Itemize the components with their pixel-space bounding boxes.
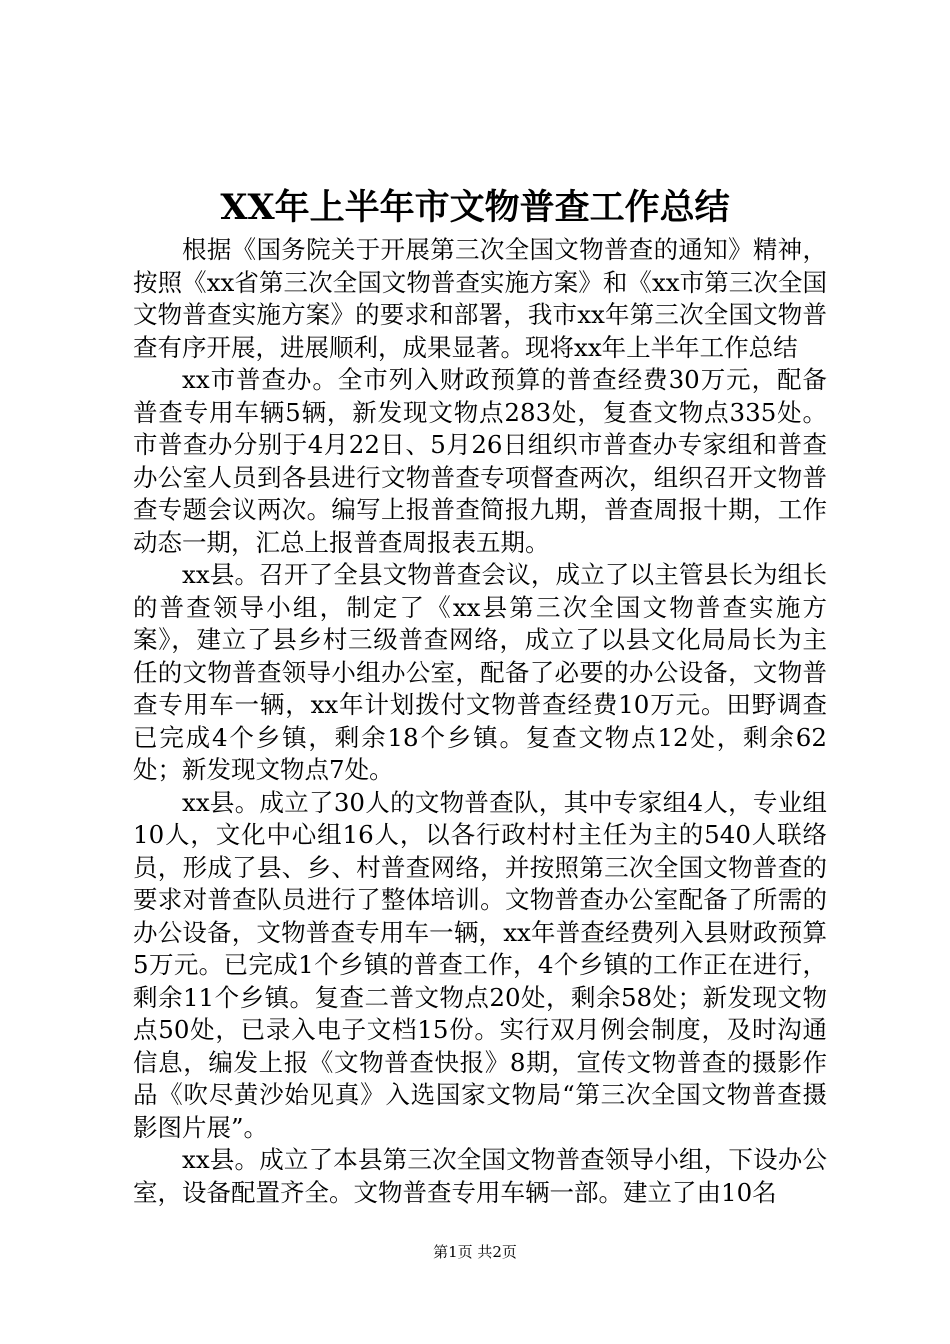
- document-title: XX年上半年市文物普查工作总结: [220, 187, 730, 228]
- page-number-footer: 第1页 共2页: [433, 1243, 517, 1261]
- paragraph-county-1: xx县。召开了全县文物普查会议，成立了以主管县长为组长的普查领导小组，制定了《xx县第三次全国文物普查实施方案》，建立了县乡村三级普查网络，成立了以县文化局局长为主任的文物普查领导小组办公室，配备了必要的办公设备，文物普查专用车一辆，xx年计划拨付文物普查经费10万元。田野调查已完成4个乡镇，剩余18个乡镇。复查文物点12处，剩余62处；新发现文物点7处。: [133, 560, 827, 784]
- document-body: [133, 234, 827, 1209]
- paragraph-county-2: xx县。成立了30人的文物普查队，其中专家组4人，专业组10人，文化中心组16人，以各行政村村主任为主的540人联络员，形成了县、乡、村普查网络，并按照第三次全国文物普查的要求对普查队员进行了整体培训。文物普查办公室配备了所需的办公设备，文物普查专用车一辆，xx年普查经费列入县财政预算5万元。已完成1个乡镇的普查工作，4个乡镇的工作正在进行，剩余11个乡镇。复查二普文物点20处，剩余58处；新发现文物点50处，已录入电子文档15份。实行双月例会制度，及时沟通信息，编发上报《文物普查快报》8期，宣传文物普查的摄影作品《吹尽黄沙始见真》入选国家文物局“第三次全国文物普查摄影图片展”。: [133, 787, 827, 1142]
- paragraph-county-3: xx县。成立了本县第三次全国文物普查领导小组，下设办公室，设备配置齐全。文物普查专用车辆一部。建立了由10名: [133, 1145, 827, 1207]
- paragraph-intro: 根据《国务院关于开展第三次全国文物普查的通知》精神，按照《xx省第三次全国文物普查实施方案》和《xx市第三次全国文物普查实施方案》的要求和部署，我市xx年第三次全国文物普查有序开展，进展顺利，成果显著。现将xx年上半年工作总结: [133, 235, 827, 362]
- paragraph-city-office: xx市普查办。全市列入财政预算的普查经费30万元，配备普查专用车辆5辆，新发现文物点283处，复查文物点335处。市普查办分别于4月22日、5月26日组织市普查办专家组和普查办公室人员到各县进行文物普查专项督查两次，组织召开文物普查专题会议两次。编写上报普查简报九期，普查周报十期，工作动态一期，汇总上报普查周报表五期。: [133, 365, 827, 557]
